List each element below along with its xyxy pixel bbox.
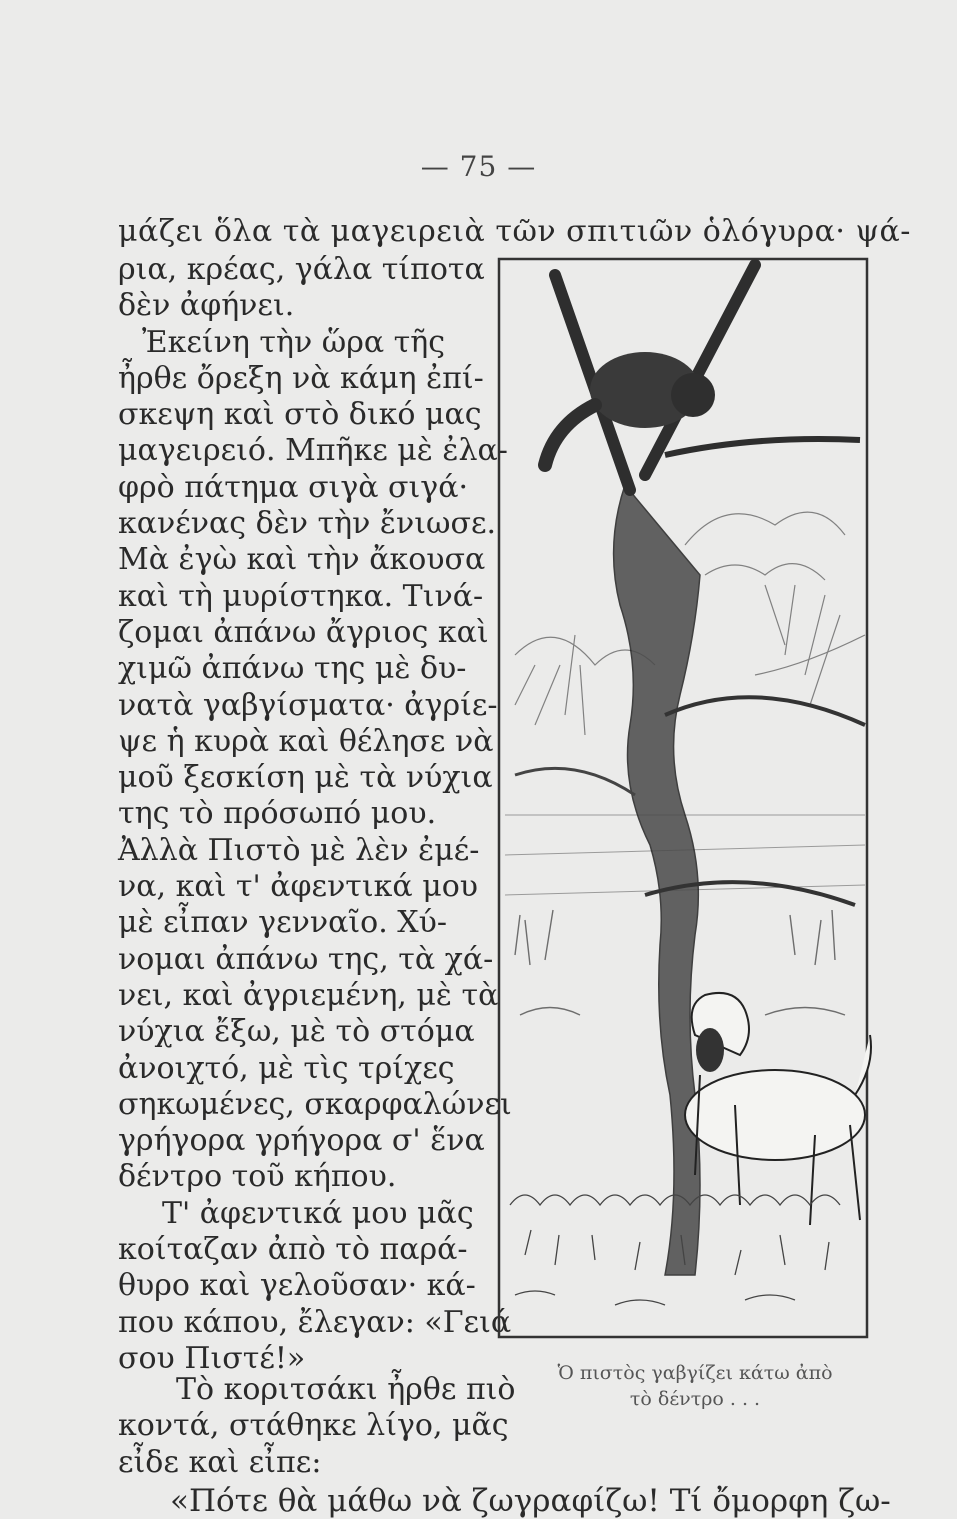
text-line: ζομαι ἀπάνω ἄγριος καὶ: [118, 614, 489, 650]
illustration: [495, 255, 875, 1345]
text-line: ἦρθε ὄρεξη νὰ κάμη ἐπί-: [118, 360, 484, 396]
text-line: Τὸ κοριτσάκι ἦρθε πιὸ: [176, 1372, 516, 1407]
caption-line: τὸ δέντρο . . .: [629, 1388, 761, 1410]
text-line: καὶ τὴ μυρίστηκα. Τινά-: [118, 578, 484, 614]
text-line: της τὸ πρόσωπό μου.: [118, 796, 437, 832]
text-line: Τ' ἀφεντικά μου μᾶς: [162, 1195, 474, 1231]
caption-line: Ὁ πιστὸς γαβγίζει κάτω ἀπὸ: [557, 1362, 833, 1384]
text-line: να, καὶ τ' ἀφεντικά μου: [118, 869, 478, 905]
text-line: θυρο καὶ γελοῦσαν· κά-: [118, 1268, 476, 1304]
top-text-line: μάζει ὅλα τὰ μαγειρειὰ τῶν σπιτιῶν ὁλόγυρα· ψά-: [118, 214, 911, 249]
text-line: δὲν ἀφήνει.: [118, 288, 295, 324]
text-line: νύχια ἔξω, μὲ τὸ στόμα: [118, 1014, 475, 1050]
text-line: κοίταζαν ἀπὸ τὸ παρά-: [118, 1232, 468, 1268]
text-line: Ἀλλὰ Πιστὸ μὲ λὲν ἐμέ-: [118, 832, 480, 868]
text-line: κοντά, στάθηκε λίγο, μᾶς: [118, 1408, 509, 1444]
text-line: εἶδε καὶ εἶπε:: [118, 1444, 322, 1480]
text-line: που κάπου, ἔλεγαν: «Γειά: [118, 1304, 512, 1340]
text-line: σκεψη καὶ στὸ δικό μας: [118, 397, 482, 433]
text-line: μοῦ ξεσκίση μὲ τὰ νύχια: [118, 760, 493, 796]
body-column: [118, 252, 512, 1377]
bottom-text: [118, 1372, 898, 1519]
text-line: «Πότε θὰ μάθω νὰ ζωγραφίζω! Τί ὄμορφη ζω-: [170, 1482, 891, 1519]
text-line: νομαι ἀπάνω της, τὰ χά-: [118, 941, 494, 977]
text-line: μαγειρειό. Μπῆκε μὲ ἐλα-: [118, 433, 508, 469]
text-line: ρια, κρέας, γάλα τίποτα: [118, 252, 485, 287]
text-line: δέντρο τοῦ κήπου.: [118, 1159, 397, 1195]
text-line: μὲ εἶπαν γενναῖο. Χύ-: [118, 905, 448, 941]
text-line: Ἐκείνη τὴν ὥρα τῆς: [142, 324, 446, 360]
text-line: σηκωμένες, σκαρφαλώνει: [118, 1086, 512, 1122]
page-number: — 75 —: [420, 150, 537, 183]
text-line: γρήγορα γρήγορα σ' ἕνα: [118, 1123, 485, 1159]
text-line: νατὰ γαβγίσματα· ἀγρίε-: [118, 687, 498, 723]
text-line: κανένας δὲν τὴν ἔνιωσε.: [118, 506, 497, 542]
text-line: ψε ἡ κυρὰ καὶ θέλησε νὰ: [118, 723, 494, 759]
text-line: Μὰ ἐγὼ καὶ τὴν ἄκουσα: [118, 542, 486, 578]
text-line: χιμῶ ἀπάνω της μὲ δυ-: [118, 651, 467, 687]
text-line: σου Πιστέ!»: [118, 1340, 306, 1376]
text-line: φρὸ πάτημα σιγὰ σιγά·: [118, 469, 469, 505]
text-line: νει, καὶ ἀγριεμένη, μὲ τὰ: [118, 977, 499, 1013]
text-line: ἀνοιχτό, μὲ τὶς τρίχες: [118, 1050, 455, 1086]
